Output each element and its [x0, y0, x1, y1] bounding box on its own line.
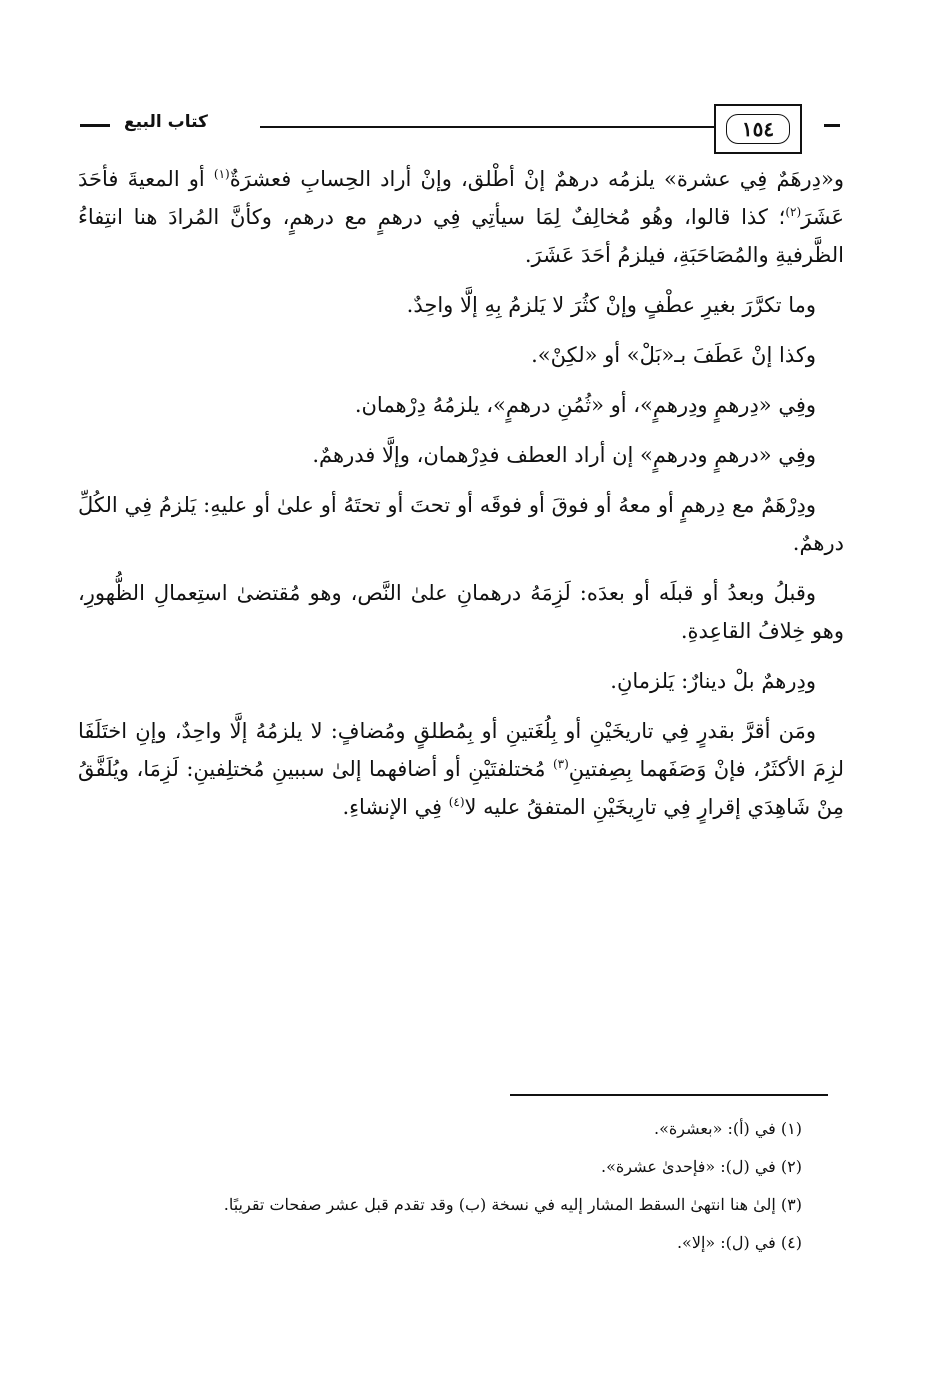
paragraph-5: وفِي «درهمٍ ودرهمٍ» إن أراد العطف فدِرْهمان، وإلَّا فدرهمٌ. [312, 443, 816, 467]
main-text [78, 160, 844, 838]
footnote-separator [510, 1094, 828, 1096]
paragraph-9-text-a: ومَن أقرَّ بقدرٍ فِي تاريخَيْنِ أو بِلُغَتينِ أو بِمُطلقٍ ومُضافٍ: لا يلزمُهُ إلَّا واحِدٌ، وإنِ اختَلَفَا لزِمَ الأكثَرُ، فإنْ وَصَفَهما بِصِفتينِ [78, 719, 844, 781]
footnote-ref-3[interactable]: (٣) [552, 757, 569, 771]
paragraph-8: ودِرهمٌ بلْ دينارٌ: يَلزمانِ. [610, 669, 816, 693]
paragraph-3: وكذا إنْ عَطَفَ بـ«بَلْ» أو «لكِنْ». [531, 343, 816, 367]
footnotes [90, 1110, 802, 1262]
book-title: كتاب البيع [124, 112, 208, 132]
paragraph-7: وقبلُ وبعدُ أو قبلَه أو بعدَه: لَزِمَهُ درهمانِ علىٰ النَّص، وهو مُقتضىٰ استِعمالِ الظُّهورِ، وهو خِلافُ القاعِدةِ. [78, 581, 844, 643]
footnote-ref-1[interactable]: (١) [213, 167, 230, 181]
footnote-3: (٣) إلىٰ هنا انتهىٰ السقط المشار إليه في نسخة (ب) وقد تقدم قبل عشر صفحات تقريبًا. [223, 1195, 802, 1214]
footnote-ref-4[interactable]: (٤) [448, 795, 465, 809]
footnote-1: (١) في (أ): «بعشرة». [654, 1119, 802, 1138]
paragraph-1-text-b: أو المعيةَ فأحَدَ عَشَرَ [78, 167, 844, 229]
paragraph-1-text-a: و«دِرهَمٌ فِي عشرة» يلزمُه درهمٌ إنْ أطْلق، وإنْ أراد الحِسابِ فعشرَةٌ [229, 167, 844, 191]
paragraph-2: وما تكرَّرَ بغيرِ عطْفٍ وإنْ كثُرَ لا يَلزمُ بِهِ إلَّا واحِدٌ. [406, 293, 816, 317]
footnote-2: (٢) في (ل): «فإحدىٰ عشرة». [601, 1157, 802, 1176]
paragraph-4: وفِي «دِرهمٍ ودِرهمٍ»، أو «ثُمُنِ درهمٍ»، يلزمُهُ دِرْهمان. [354, 393, 816, 417]
header-dash-right [824, 124, 840, 127]
paragraph-1 [78, 160, 844, 274]
paragraph-6: ودِرْهَمٌ مع دِرهمٍ أو معهُ أو فوقَ أو فوقَه أو تحتَ أو تحتَهُ أو علىٰ أو عليهِ: يَلزمُ فِي الكُلِّ درهمٌ. [78, 493, 844, 555]
paragraph-9 [78, 712, 844, 826]
page-number: ١٥٤ [726, 114, 790, 144]
footnote-ref-2[interactable]: (٢) [785, 205, 802, 219]
paragraph-9-text-c: فِي الإنشاءِ. [342, 795, 449, 819]
paragraph-1-text-c: ؛ كذا قالوا، وهُو مُخالِفٌ لِمَا سيأتِي فِي درهمٍ مع درهمٍ، وكأنَّ المُرادَ هنا انتِفاءُ الظَّرفيةِ والمُصَاحَبَةِ، فيلزمُ أحَدَ عَشَرَ. [78, 205, 844, 267]
header-dash-left [80, 124, 110, 127]
page-header [80, 104, 840, 160]
page-number-frame [714, 104, 802, 154]
paragraph-9-text-b: مُختلفتَيْنِ أو أضافهما إلىٰ سببينِ مُختلِفينِ: لَزِمَا، ويُلَفَّقُ مِنْ شَاهِدَي إقرارٍ فِي تارِيخَيْنِ المتفقُ عليه لا [78, 757, 844, 819]
header-rule [260, 126, 790, 128]
footnote-4: (٤) في (ل): «إلا». [676, 1233, 802, 1252]
